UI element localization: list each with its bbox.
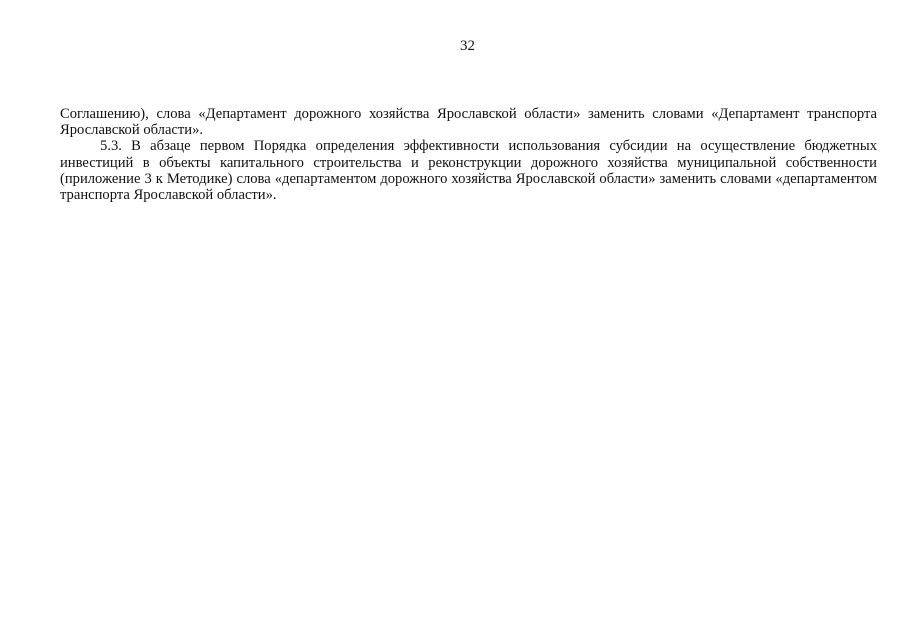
- paragraph-continuation: Соглашению), слова «Департамент дорожного хозяйства Ярославской области» заменить словами «Департамент транспорта Ярославской области».: [60, 106, 877, 139]
- paragraph-5-3: 5.3. В абзаце первом Порядка определения эффективности использования субсидии на осуществление бюджетных инвестиций в объекты капитального строительства и реконструкции дорожного хозяйства муниципальной собственности (приложение 3 к Методике) слова «департаментом дорожного хозяйства Ярославской области» заменить словами «департаментом транспорта Ярославской области».: [60, 138, 877, 204]
- page-number: 32: [460, 38, 475, 54]
- document-body: [60, 106, 877, 203]
